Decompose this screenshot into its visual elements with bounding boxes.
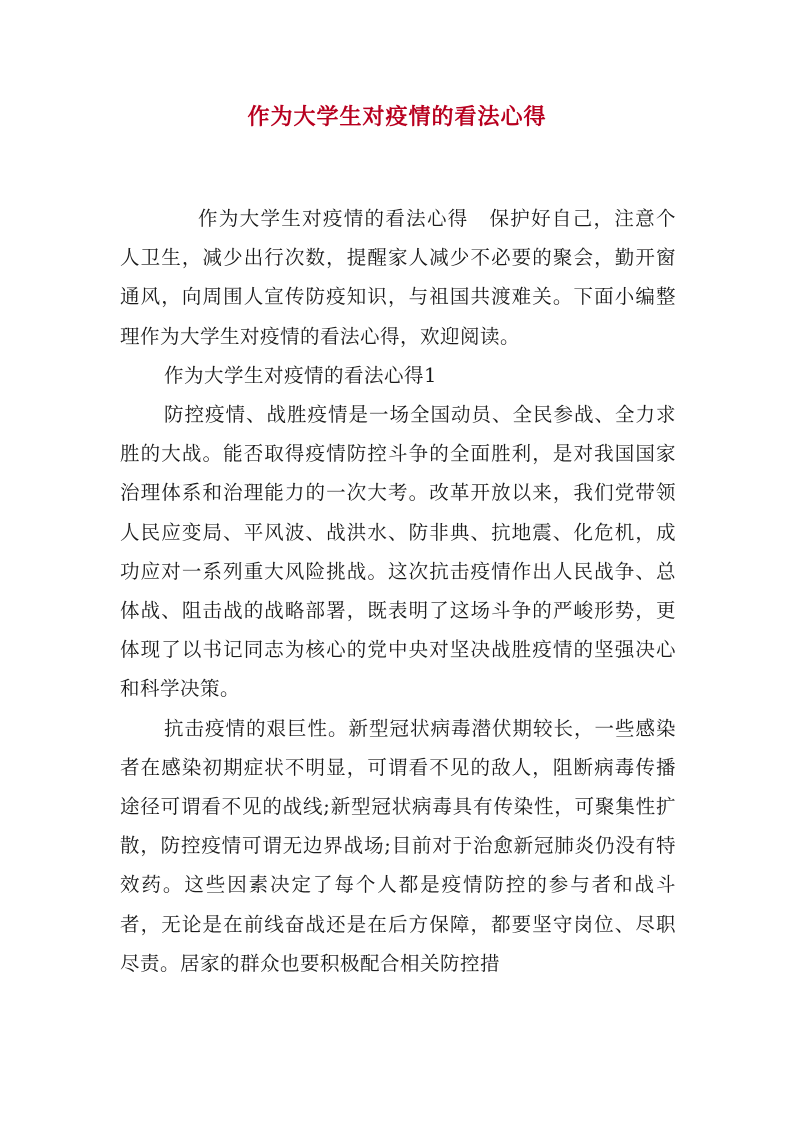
document-title: 作为大学生对疫情的看法心得 bbox=[247, 104, 547, 130]
document-body bbox=[120, 199, 676, 983]
section-heading: 作为大学生对疫情的看法心得1 bbox=[164, 363, 437, 387]
body-paragraph: 防控疫情、战胜疫情是一场全国动员、全民参战、全力求胜的大战。能否取得疫情防控斗争的全面胜利，是对我国国家治理体系和治理能力的一次大考。改革开放以来，我们党带领人民应变局、平风波、战洪水、防非典、抗地震、化危机，成功应对一系列重大风险挑战。这次抗击疫情作出人民战争、总体战、阻击战的战略部署，既表明了这场斗争的严峻形势，更体现了以书记同志为核心的党中央对坚决战胜疫情的坚强决心和科学决策。 bbox=[120, 403, 676, 701]
body-paragraph: 抗击疫情的艰巨性。新型冠状病毒潜伏期较长，一些感染者在感染初期症状不明显，可谓看不见的敌人，阻断病毒传播途径可谓看不见的战线;新型冠状病毒具有传染性，可聚集性扩散，防控疫情可谓无边界战场;目前对于治愈新冠肺炎仍没有特效药。这些因素决定了每个人都是疫情防控的参与者和战斗者，无论是在前线奋战还是在后方保障，都要坚守岗位、尽职尽责。居家的群众也要积极配合相关防控措 bbox=[120, 716, 676, 975]
intro-paragraph: 作为大学生对疫情的看法心得 保护好自己，注意个人卫生，减少出行次数，提醒家人减少不必要的聚会，勤开窗通风，向周围人宣传防疫知识，与祖国共渡难关。下面小编整理作为大学生对疫情的看法心得，欢迎阅读。 bbox=[120, 207, 676, 348]
